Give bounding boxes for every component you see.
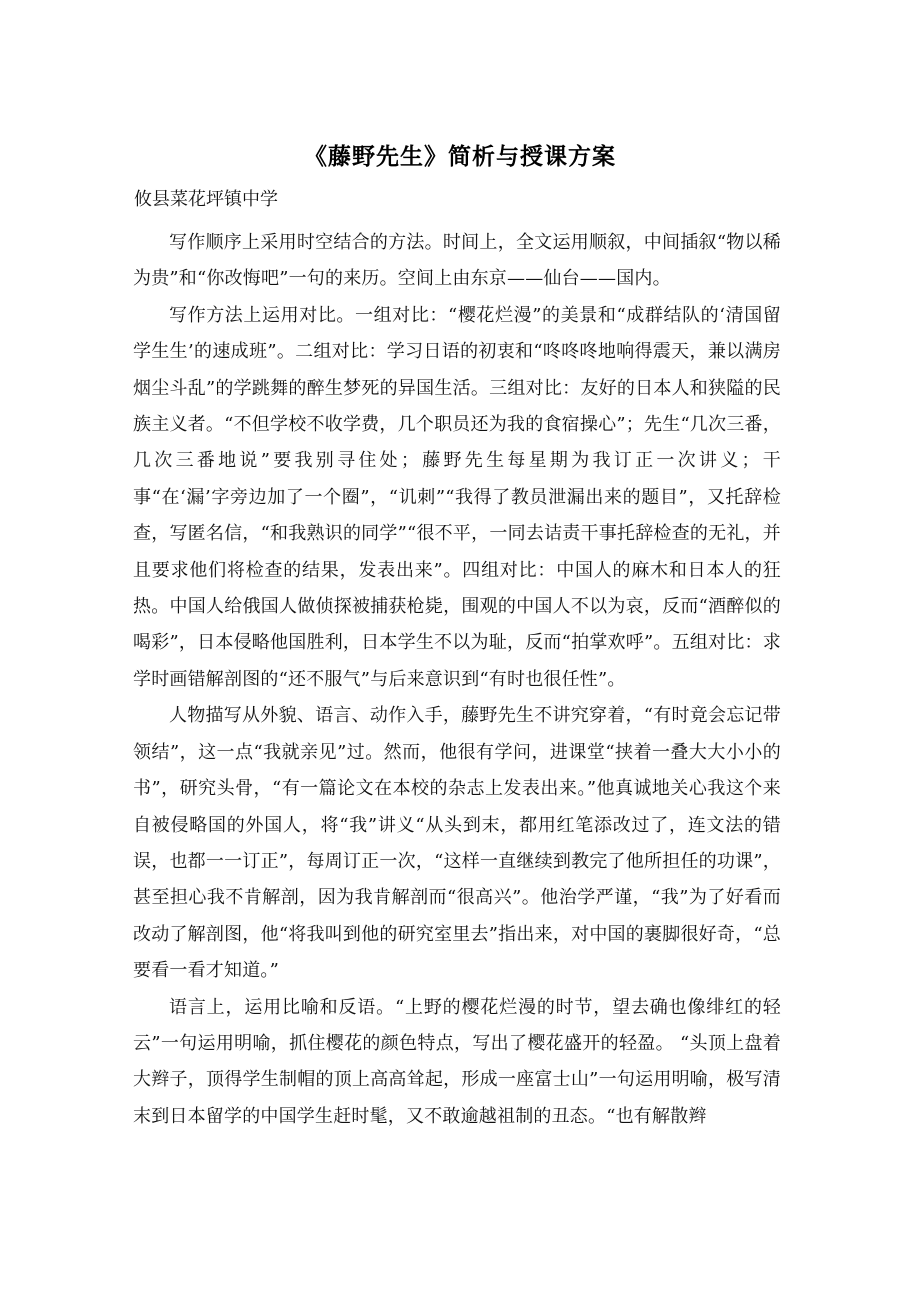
- document-body: [133, 225, 781, 1135]
- document-title: 《藤野先生》简析与授课方案: [304, 144, 616, 170]
- paragraph-character: 人物描写从外貌、语言、动作入手，藤野先生不讲究穿着，“有时竟会忘记带领结”，这一点“我就亲见”过。然而，他很有学问，进课堂“挟着一叠大大小小的书”，研究头骨，“有一篇论文在本校的杂志上发表出来。”他真诚地关心我这个来自被侵略国的外国人，将“我”讲义“从头到末，都用红笔添改过了，连文法的错误，也都一一订正”，每周订正一次，“这样一直继续到教完了他所担任的功课”，甚至担心我不肯解剖，因为我肯解剖而“很高兴”。他治学严谨，“我”为了好看而改动了解剖图，他“将我叫到他的研究室里去”指出来，对中国的裹脚很好奇，“总要看一看才知道。”: [133, 705, 781, 982]
- paragraph-language: 语言上，运用比喻和反语。“上野的樱花烂漫的时节，望去确也像绯红的轻云”一句运用明喻，抓住樱花的颜色特点，写出了樱花盛开的轻盈。 “头顶上盘着大辫子，顶得学生制帽的顶上高高耸起，形成一座富士山”一句运用明喻，极写清末到日本留学的中国学生赶时髦，又不敢逾越祖制的丑态。“也有解散辫: [133, 996, 781, 1127]
- paragraph-contrast: 写作方法上运用对比。一组对比：“樱花烂漫”的美景和“成群结队的‘清国留学生生’的速成班”。二组对比：学习日语的初衷和“咚咚咚地响得震天，兼以满房烟尘斗乱”的学跳舞的醉生梦死的异国生活。三组对比：友好的日本人和狭隘的民族主义者。“不但学校不收学费，几个职员还为我的食宿操心”；先生“几次三番，几次三番地说”要我别寻住处；藤野先生每星期为我订正一次讲义；干事“在‘漏’字旁边加了一个圈”，“讥刺”“我得了教员泄漏出来的题目”，又托辞检查，写匿名信，“和我熟识的同学”“很不平，一同去诘责干事托辞检查的无礼，并且要求他们将检查的结果，发表出来”。四组对比：中国人的麻木和日本人的狂热。中国人给俄国人做侦探被捕获枪毙，围观的中国人不以为哀，反而“酒醉似的喝彩”，日本侵略他国胜利，日本学生不以为耻，反而“拍掌欢呼”。五组对比：求学时画错解剖图的“还不服气”与后来意识到“有时也很任性”。: [133, 304, 781, 690]
- paragraph-structure: 写作顺序上采用时空结合的方法。时间上，全文运用顺叙，中间插叙“物以稀为贵”和“你改悔吧”一句的来历。空间上由东京——仙台——国内。: [133, 232, 781, 290]
- author-line: 攸县菜花坪镇中学: [134, 189, 278, 210]
